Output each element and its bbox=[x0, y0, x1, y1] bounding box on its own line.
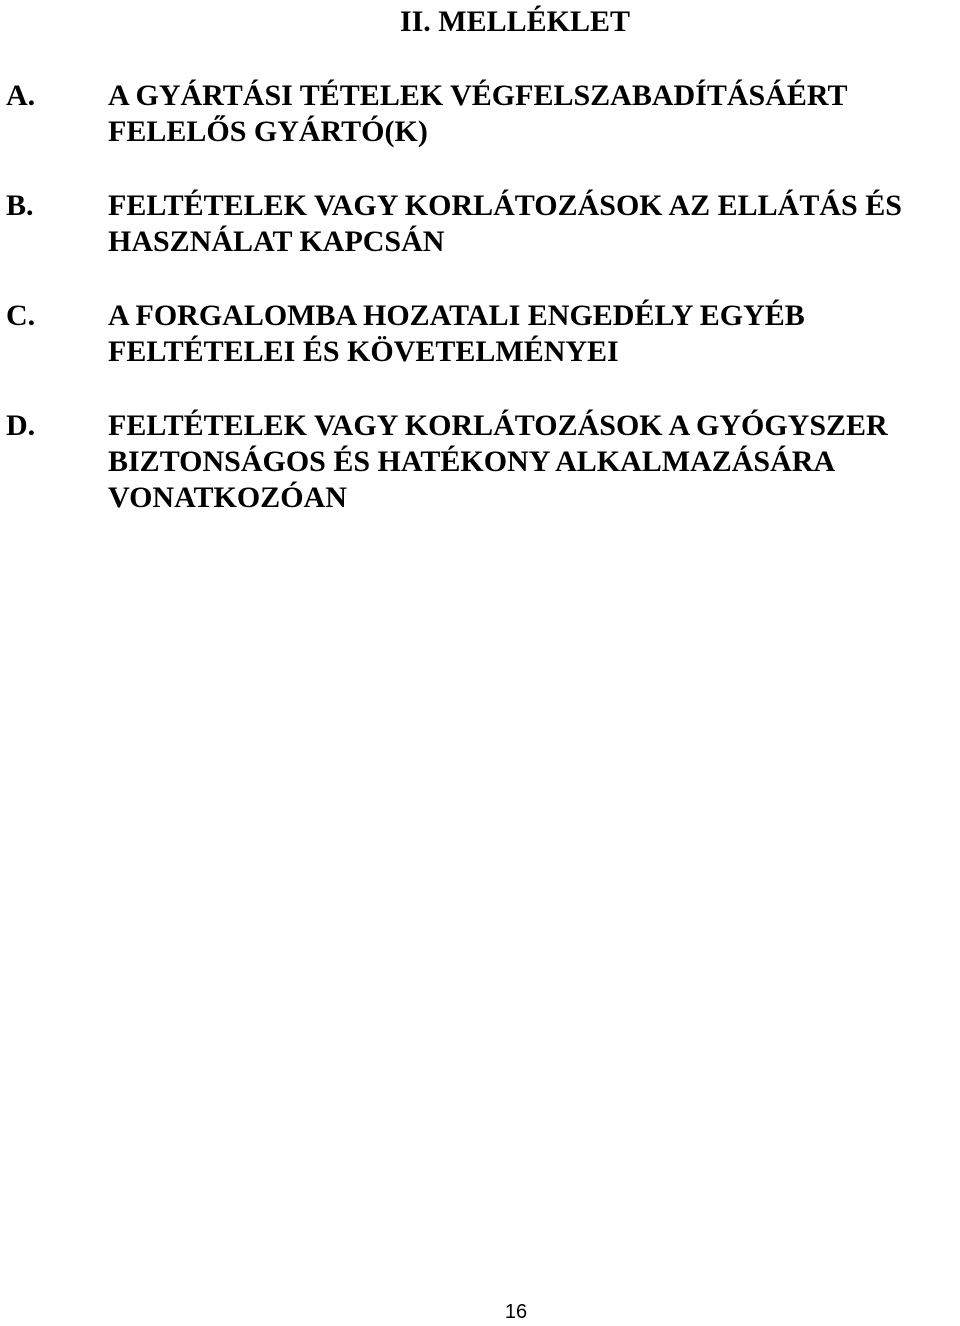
section-heading bbox=[108, 78, 958, 150]
section-heading-line: A FORGALOMBA HOZATALI ENGEDÉLY EGYÉB bbox=[108, 299, 805, 332]
page-title: II. MELLÉKLET bbox=[399, 5, 631, 38]
section-heading-line: FELTÉTELEK VAGY KORLÁTOZÁSOK A GYÓGYSZER bbox=[108, 409, 888, 442]
section-letter: C. bbox=[6, 299, 36, 332]
section-heading-line: A GYÁRTÁSI TÉTELEK VÉGFELSZABADÍTÁSÁÉRT bbox=[108, 79, 848, 112]
section-heading bbox=[108, 408, 958, 516]
section-letter: D. bbox=[6, 409, 36, 442]
section-heading-line: FELTÉTELEI ÉS KÖVETELMÉNYEI bbox=[108, 335, 619, 368]
section-heading-line: BIZTONSÁGOS ÉS HATÉKONY ALKALMAZÁSÁRA bbox=[108, 445, 836, 478]
section-heading bbox=[108, 298, 958, 370]
section-heading-line: FELELŐS GYÁRTÓ(K) bbox=[108, 115, 428, 148]
page-number: 16 bbox=[504, 1301, 528, 1323]
section-heading-line: VONATKOZÓAN bbox=[108, 481, 347, 514]
section-heading-line: FELTÉTELEK VAGY KORLÁTOZÁSOK AZ ELLÁTÁS ÉS bbox=[108, 189, 902, 222]
section-heading bbox=[108, 188, 958, 260]
section-letter: A. bbox=[6, 79, 36, 112]
section-heading-line: HASZNÁLAT KAPCSÁN bbox=[108, 225, 445, 258]
section-letter: B. bbox=[6, 189, 34, 222]
